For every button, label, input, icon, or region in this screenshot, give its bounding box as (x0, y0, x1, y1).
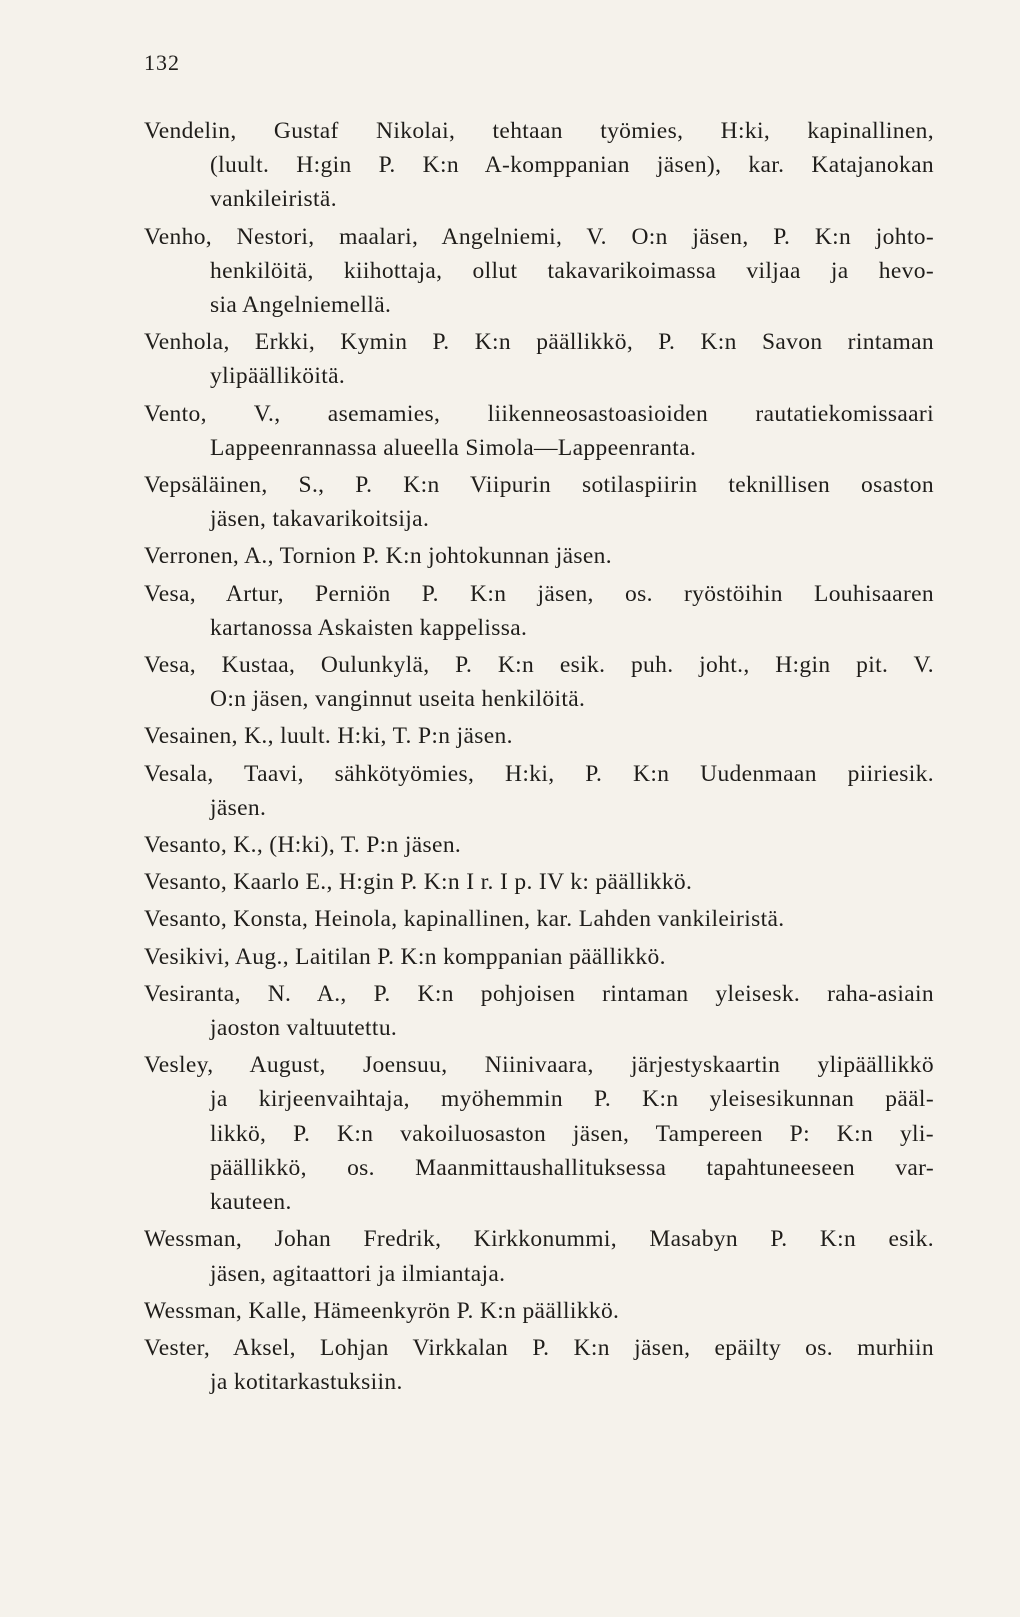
register-entry (144, 539, 934, 573)
entry-heading-line: Vesa, Artur, Perniön P. K:n jäsen, os. ryöstöihin Louhisaaren (144, 580, 934, 607)
entry-continuation-line: jäsen, agitaattori ja ilmiantaja. (210, 1260, 506, 1287)
entry-heading-line: Verronen, A., Tornion P. K:n johtokunnan jäsen. (144, 543, 613, 570)
register-entry (144, 865, 934, 899)
entry-continuation-line: likkö, P. K:n vakoiluosaston jäsen, Tampereen P: K:n yli- (210, 1120, 934, 1147)
entry-continuation-line: henkilöitä, kiihottaja, ollut takavarikoimassa viljaa ja hevo- (210, 257, 934, 284)
register-entry (144, 719, 934, 753)
entry-heading-line: Venho, Nestori, maalari, Angelniemi, V. O:n jäsen, P. K:n johto- (144, 223, 934, 250)
entry-continuation-line: ja kirjeenvaihtaja, myöhemmin P. K:n yleisesikunnan pääl- (210, 1086, 934, 1113)
entry-continuation-line: kartanossa Askaisten kappelissa. (210, 614, 528, 641)
register-entry (144, 1048, 934, 1219)
register-entry (144, 940, 934, 974)
register-entry (144, 757, 934, 825)
entry-heading-line: Vesainen, K., luult. H:ki, T. P:n jäsen. (144, 723, 513, 750)
entry-continuation-line: jaoston valtuutettu. (210, 1015, 398, 1042)
register-entry (144, 325, 934, 393)
register-entry (144, 1294, 934, 1328)
entry-continuation-line: kauteen. (210, 1189, 292, 1216)
register-entry (144, 828, 934, 862)
entry-heading-line: Vesanto, Kaarlo E., H:gin P. K:n I r. I p. IV k: päällikkö. (144, 869, 693, 896)
entry-heading-line: Vesanto, Konsta, Heinola, kapinallinen, kar. Lahden vankileiristä. (144, 906, 785, 933)
page-number: 132 (144, 50, 180, 75)
entry-continuation-line: jäsen, takavarikoitsija. (210, 506, 430, 533)
register-entry (144, 902, 934, 936)
entry-heading-line: Vesikivi, Aug., Laitilan P. K:n komppanian päällikkö. (144, 943, 666, 970)
entry-heading-line: Vesa, Kustaa, Oulunkylä, P. K:n esik. puh. joht., H:gin pit. V. (144, 652, 934, 679)
entry-heading-line: Wessman, Johan Fredrik, Kirkkonummi, Masabyn P. K:n esik. (144, 1226, 934, 1253)
entry-continuation-line: ylipäälliköitä. (210, 363, 346, 390)
entry-heading-line: Vendelin, Gustaf Nikolai, tehtaan työmies, H:ki, kapinallinen, (144, 118, 934, 144)
entry-heading-line: Vesley, August, Joensuu, Niinivaara, järjestyskaartin ylipäällikkö (144, 1052, 934, 1079)
entry-continuation-line: Lappeenrannassa alueella Simola—Lappeenranta. (210, 434, 697, 461)
entry-continuation-line: sia Angelniemellä. (210, 292, 392, 319)
entry-heading-line: Vester, Aksel, Lohjan Virkkalan P. K:n jäsen, epäilty os. murhiin (144, 1334, 934, 1361)
entry-heading-line: Vesala, Taavi, sähkötyömies, H:ki, P. K:n Uudenmaan piiriesik. (144, 760, 934, 787)
register-entry (144, 397, 934, 465)
entry-continuation-line: jäsen. (210, 794, 267, 821)
register-entry (144, 977, 934, 1045)
register-entry (144, 648, 934, 716)
entry-continuation-line: ja kotitarkastuksiin. (210, 1369, 403, 1396)
entry-heading-line: Wessman, Kalle, Hämeenkyrön P. K:n päällikkö. (144, 1297, 620, 1324)
entry-heading-line: Vesiranta, N. A., P. K:n pohjoisen rintaman yleisesk. raha-asiain (144, 980, 934, 1007)
entry-heading-line: Vesanto, K., (H:ki), T. P:n jäsen. (144, 832, 462, 859)
entry-continuation-line: päällikkö, os. Maanmittaushallituksessa tapahtuneeseen var- (210, 1154, 934, 1181)
register-entry (144, 1222, 934, 1290)
entry-heading-line: Vento, V., asemamies, liikenneosastoasioiden rautatiekomissaari (144, 400, 934, 427)
entry-heading-line: Venhola, Erkki, Kymin P. K:n päällikkö, P. K:n Savon rintaman (144, 329, 934, 356)
register-entry (144, 220, 934, 323)
register-entry (144, 1331, 934, 1399)
register-entry (144, 577, 934, 645)
entry-heading-line: Vepsäläinen, S., P. K:n Viipurin sotilaspiirin teknillisen osaston (144, 472, 934, 499)
entry-continuation-line: vankileiristä. (210, 186, 337, 213)
register-entry (144, 468, 934, 536)
register-entry (144, 114, 934, 217)
entry-continuation-line: O:n jäsen, vanginnut useita henkilöitä. (210, 686, 586, 713)
entry-continuation-line: (luult. H:gin P. K:n A-komppanian jäsen), kar. Katajanokan (210, 152, 934, 179)
entry-list (144, 114, 934, 1402)
